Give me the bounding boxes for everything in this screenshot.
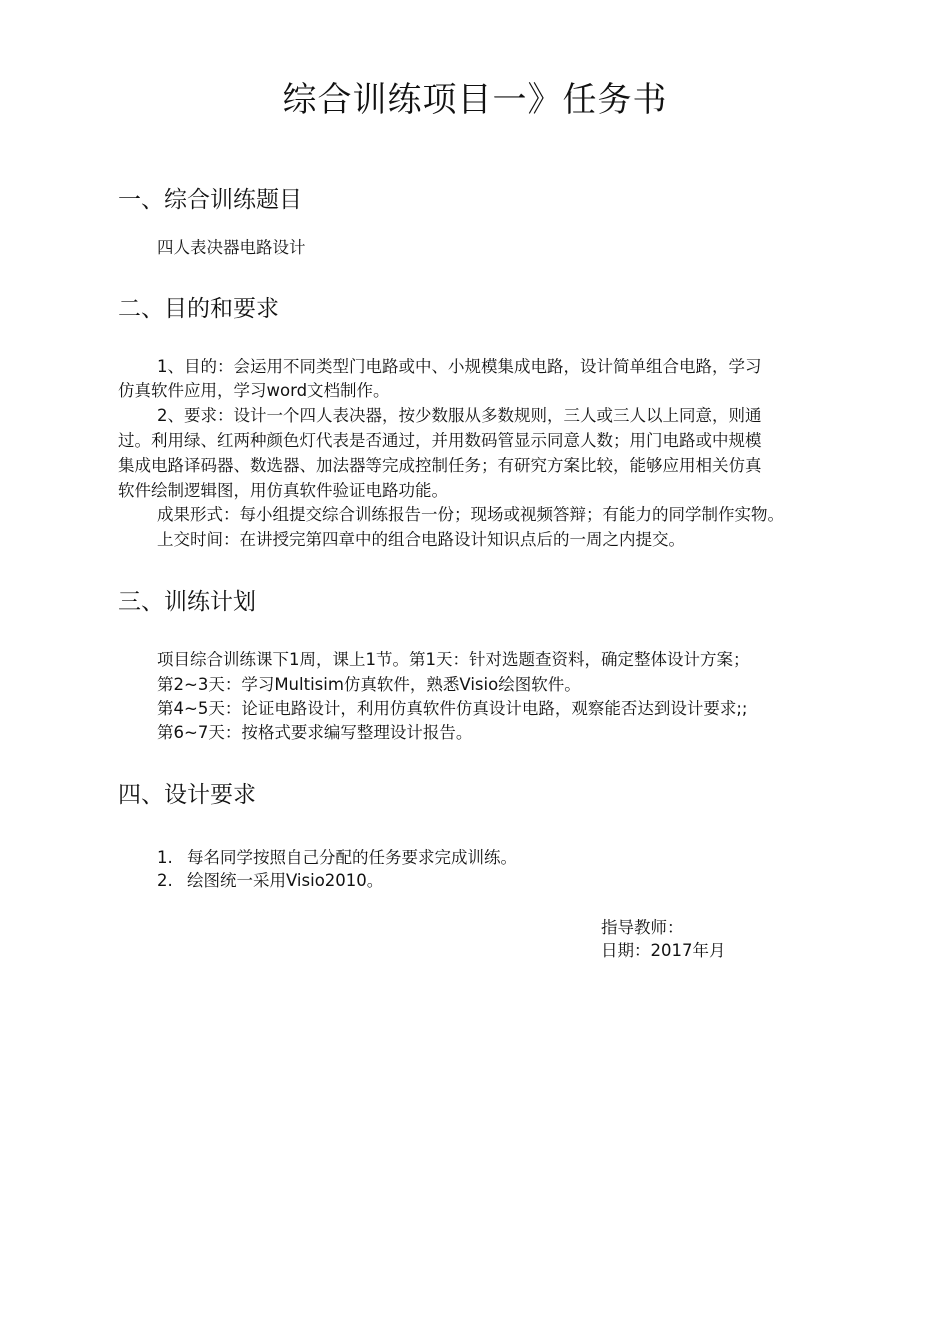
deliverable-line: 成果形式：每小组提交综合训练报告一份；现场或视频答辩；有能力的同学制作实物。 bbox=[157, 505, 784, 524]
list-item-text: 绘图统一采用Visio2010。 bbox=[187, 871, 384, 890]
deadline-line: 上交时间：在讲授完第四章中的组合电路设计知识点后的一周之内提交。 bbox=[157, 530, 685, 549]
plan-line: 第6~7天：按格式要求编写整理设计报告。 bbox=[157, 723, 473, 742]
section-heading-design: 四、设计要求 bbox=[118, 782, 256, 808]
date-label: 日期：2017年月 bbox=[601, 941, 726, 960]
plan-line: 项目综合训练课下1周，课上1节。第1天：针对选题查资料，确定整体设计方案； bbox=[157, 650, 750, 669]
plan-line: 第4~5天：论证电路设计，利用仿真软件仿真设计电路，观察能否达到设计要求;; bbox=[157, 699, 748, 718]
requirement-line: 集成电路译码器、数选器、加法器等完成控制任务；有研究方案比较，能够应用相关仿真 bbox=[118, 456, 762, 475]
list-item-number: 1. bbox=[157, 848, 173, 867]
section-heading-plan: 三、训练计划 bbox=[118, 589, 256, 615]
purpose-line: 1、目的：会运用不同类型门电路或中、小规模集成电路，设计简单组合电路，学习 bbox=[157, 357, 762, 376]
instructor-label: 指导教师： bbox=[601, 918, 684, 937]
list-item-text: 每名同学按照自己分配的任务要求完成训练。 bbox=[187, 848, 517, 867]
topic-text: 四人表决器电路设计 bbox=[157, 238, 306, 257]
plan-line: 第2~3天：学习Multisim仿真软件，熟悉Visio绘图软件。 bbox=[157, 675, 581, 694]
requirement-line: 软件绘制逻辑图，用仿真软件验证电路功能。 bbox=[118, 481, 448, 500]
requirement-line: 2、要求：设计一个四人表决器，按少数服从多数规则，三人或三人以上同意，则通 bbox=[157, 406, 762, 425]
purpose-line: 仿真软件应用，学习word文档制作。 bbox=[118, 381, 390, 400]
document-title: 综合训练项目一》任务书 bbox=[282, 80, 668, 120]
section-heading-purpose: 二、目的和要求 bbox=[118, 296, 279, 322]
section-heading-topic: 一、综合训练题目 bbox=[118, 187, 302, 213]
requirement-line: 过。利用绿、红两种颜色灯代表是否通过，并用数码管显示同意人数；用门电路或中规模 bbox=[118, 431, 762, 450]
list-item-number: 2. bbox=[157, 871, 173, 890]
